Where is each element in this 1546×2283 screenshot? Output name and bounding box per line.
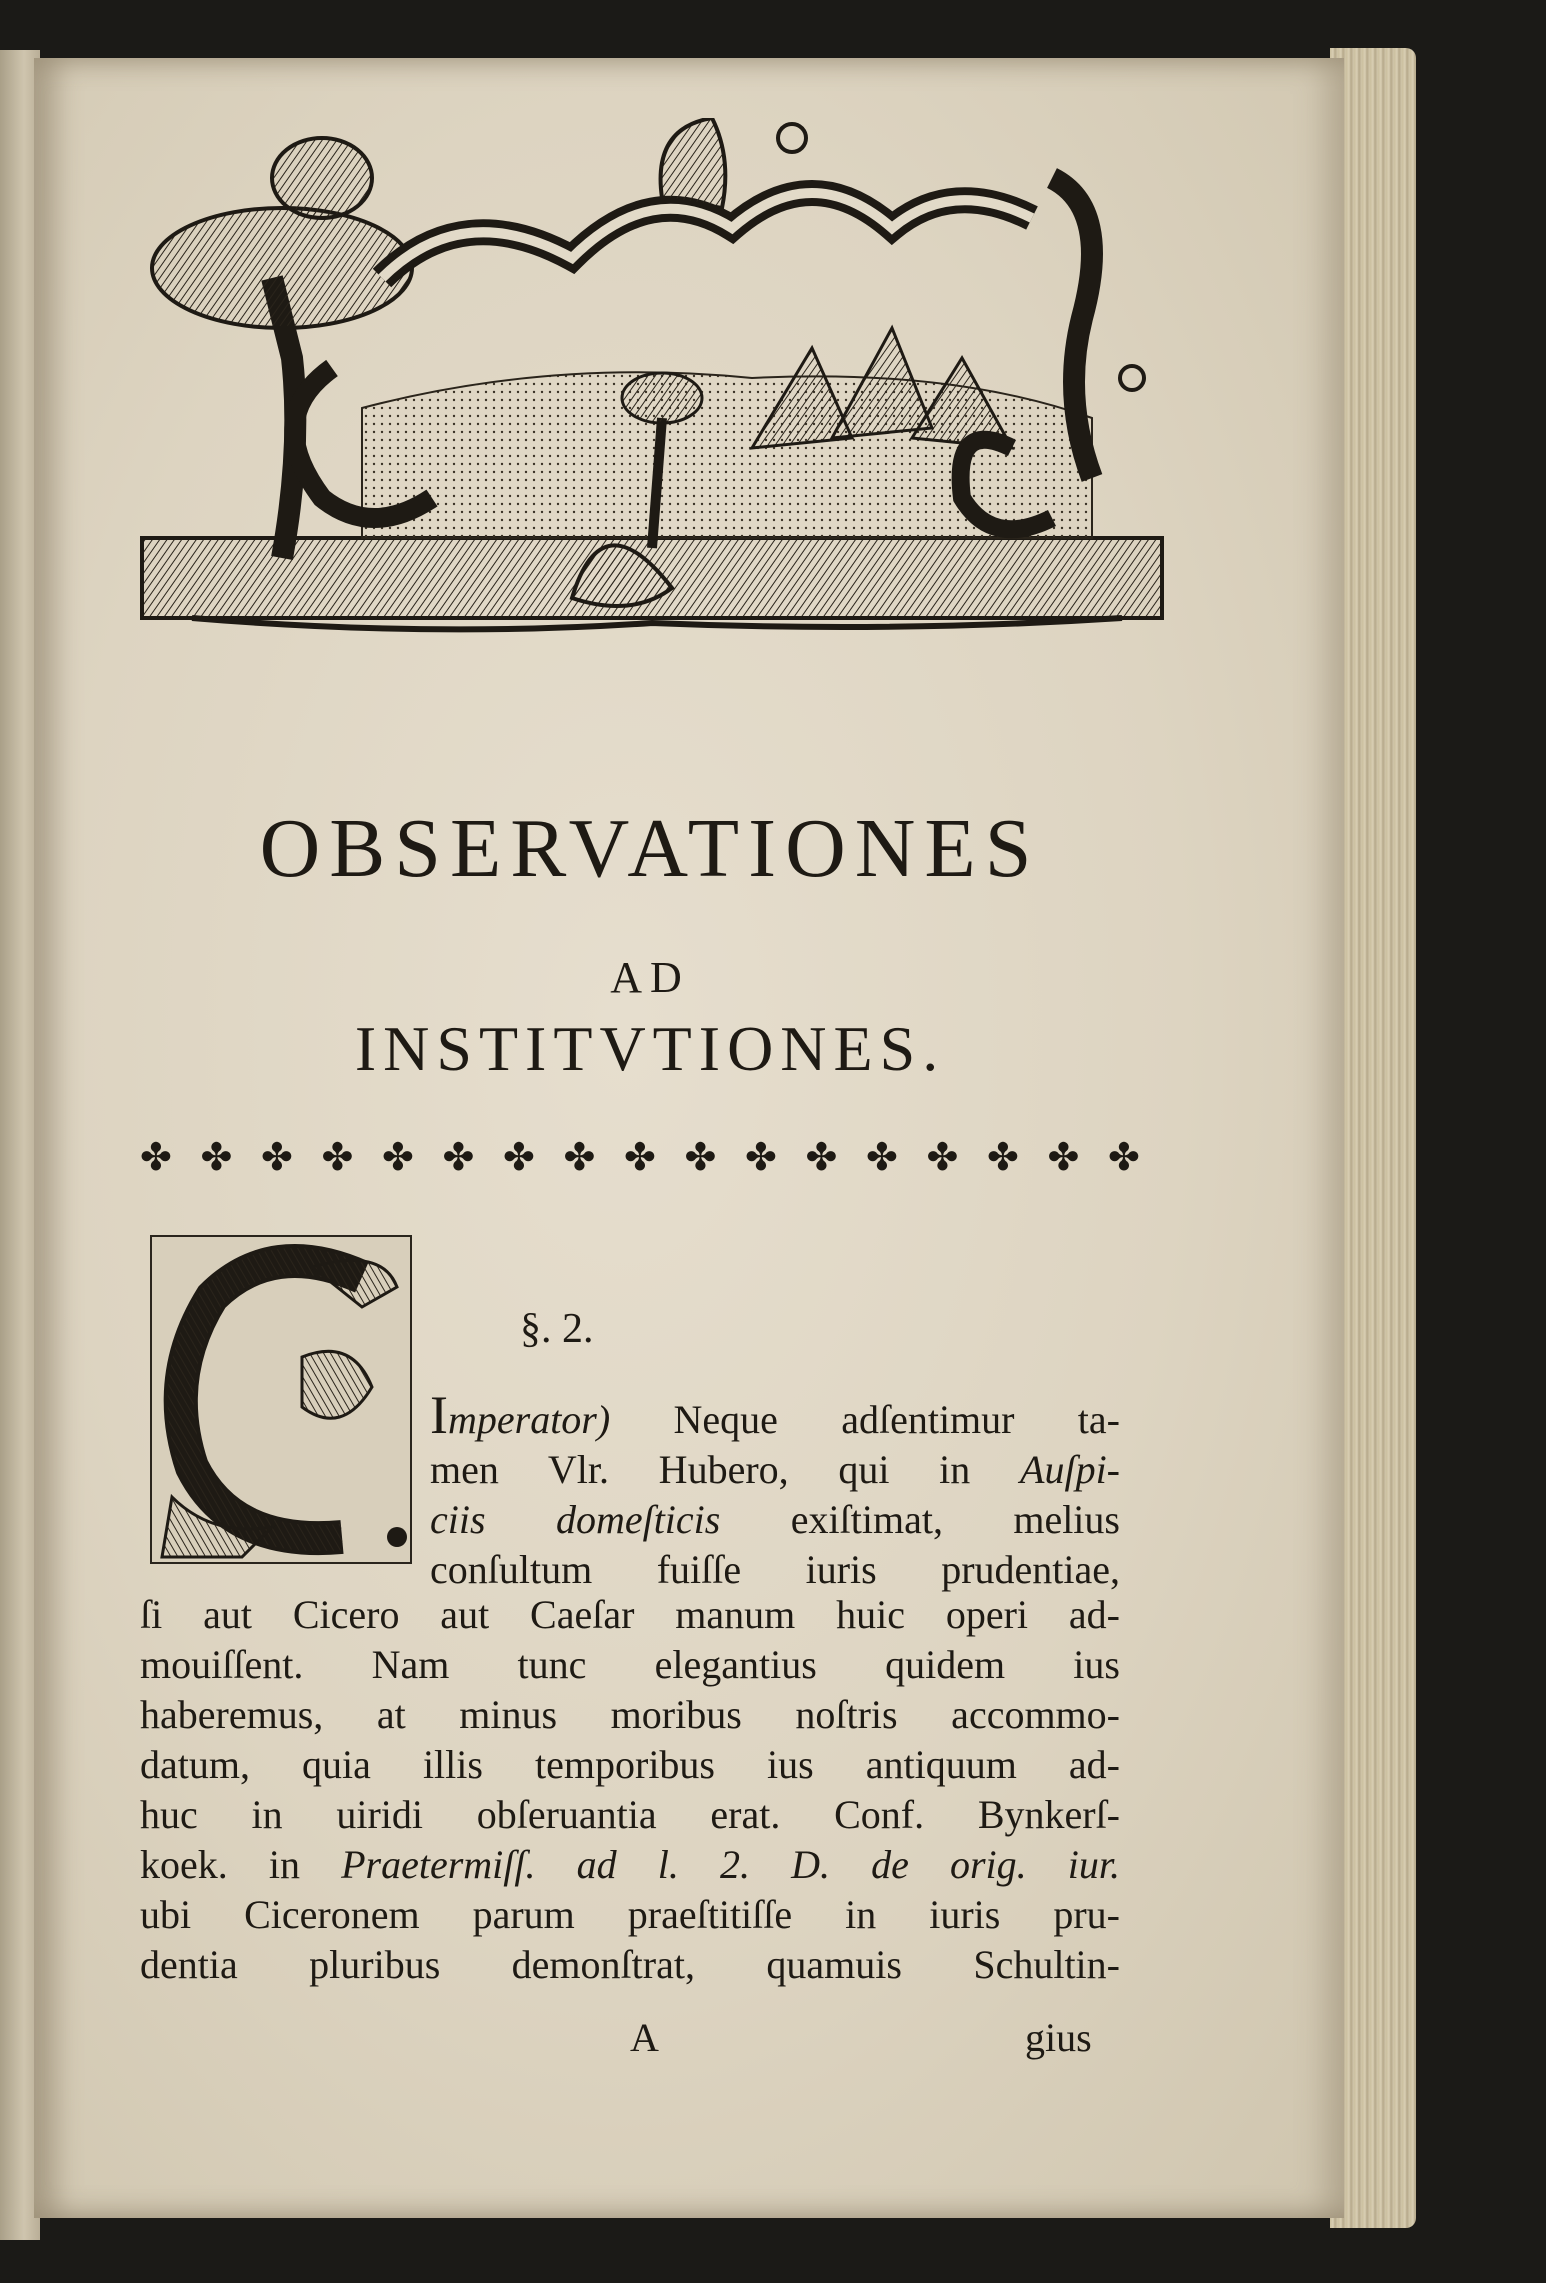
text-line: ſi aut Cicero aut Caeſar manum huic operi ad- [140,1592,1120,1637]
text-line: Imperator) Neque adſentimur ta- [430,1385,1120,1445]
ornament-glyph: ✤ [987,1137,1019,1179]
ornament-glyph: ✤ [684,1137,717,1179]
ornament-glyph: ✤ [805,1137,838,1179]
text-line: dentia pluribus demonſtrat, quamuis Schultin- [140,1942,1120,1987]
paragraph-body [140,1590,1120,1990]
ornament-glyph: ✤ [261,1137,293,1179]
decorated-initial-c-illustration [150,1235,412,1564]
ornament-glyph: ✤ [1108,1137,1140,1179]
ornament-glyph: ✤ [1047,1137,1080,1179]
page-subtitle: INSTITVTIONES. [354,1013,946,1084]
text-line: men Vlr. Hubero, qui in Auſpi- [430,1447,1120,1492]
ornament-glyph: ✤ [200,1137,233,1179]
ornament-glyph: ✤ [926,1137,959,1179]
page-title: OBSERVATIONES [259,802,1041,895]
text-line: mouiſſent. Nam tunc elegantius quidem ius [140,1642,1120,1687]
ornament-glyph: ✤ [321,1137,354,1179]
ornament-glyph: ✤ [866,1137,898,1179]
text-line: ciis domeſticis exiſtimat, melius [430,1497,1120,1542]
ornament-glyph: ✤ [503,1137,535,1179]
text-line: datum, quia illis temporibus ius antiquum ad- [140,1742,1120,1787]
text-line: huc in uiridi obſeruantia erat. Conf. Bynkerſ- [140,1792,1120,1837]
text-line: haberemus, at minus moribus noſtris accommo- [140,1692,1120,1737]
ornament-glyph: ✤ [382,1137,414,1179]
ornament-glyph: ✤ [745,1137,777,1179]
woodcut-headpiece-illustration [132,118,1172,648]
ornament-glyph: ✤ [140,1137,172,1179]
paragraph-opening [430,1385,1120,1595]
ornament-divider [140,1135,1140,1180]
ornament-glyph: ✤ [442,1137,475,1179]
section-number: §. 2. [520,1306,594,1352]
signature-mark: A [630,2015,659,2060]
catchword: gius [1025,2015,1092,2060]
ornament-glyph: ✤ [624,1137,656,1179]
text-line: koek. in Praetermiſſ. ad l. 2. D. de orig. iur. [140,1842,1121,1887]
ornament-glyph: ✤ [563,1137,596,1179]
text-line: ubi Ciceronem parum praeſtitiſſe in iuris pru- [140,1892,1120,1937]
title-connector: AD [610,953,690,1002]
text-line: conſultum fuiſſe iuris prudentiae, [430,1547,1120,1592]
